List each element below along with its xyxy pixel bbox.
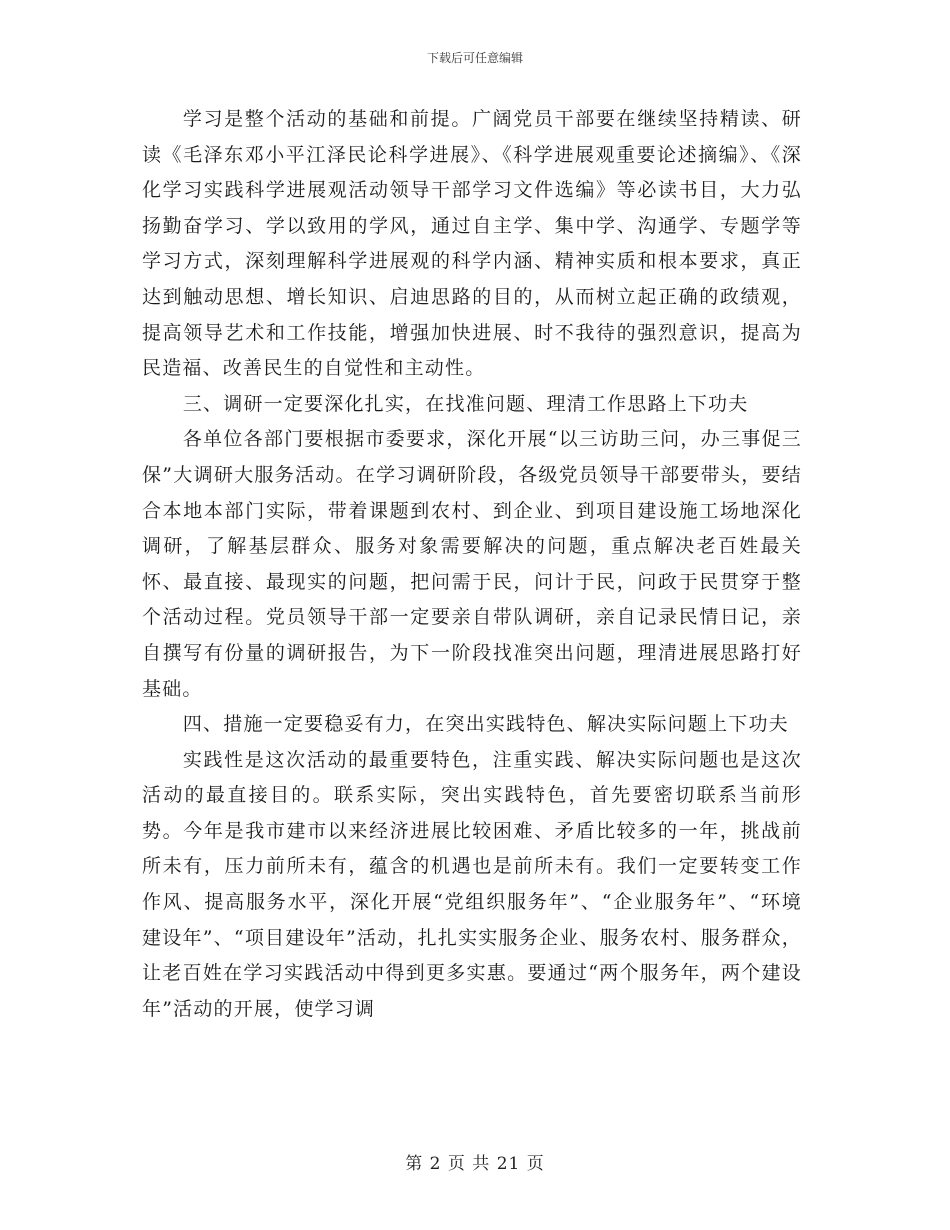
document-body — [142, 102, 802, 1027]
section-heading-measures: 四、措施一定要稳妥有力，在突出实践特色、解决实际问题上下功夫 — [182, 713, 789, 736]
paragraph-practice: 实践性是这次活动的最重要特色，注重实践、解决实际问题也是这次活动的最直接目的。联系实际，突出实践特色，首先要密切联系当前形势。今年是我市建市以来经济进展比较困难、矛盾比较多的一年，挑战前所未有，压力前所未有，蕴含的机遇也是前所未有。我们一定要转变工作作风、提高服务水平，深化开展“党组织服务年”、“企业服务年”、“环境建设年”、“项目建设年”活动，扎扎实实服务企业、服务农村、服务群众，让老百姓在学习实践活动中得到更多实惠。要通过“两个服务年，两个建设年”活动的开展，使学习调 — [142, 748, 802, 1020]
page-header: 下载后可任意编辑 — [426, 51, 523, 65]
paragraph-study: 学习是整个活动的基础和前提。广阔党员干部要在继续坚持精读、研读《毛泽东邓小平江泽民论科学进展》、《科学进展观重要论述摘编》、《深化学习实践科学进展观活动领导干部学习文件选编》等必读书目，大力弘扬勤奋学习、学以致用的学风，通过自主学、集中学、沟通学、专题学等学习方式，深刻理解科学进展观的科学内涵、精神实质和根本要求，真正达到触动思想、增长知识、启迪思路的目的，从而树立起正确的政绩观，提高领导艺术和工作技能，增强加快进展、时不我待的强烈意识，提高为民造福、改善民生的自觉性和主动性。 — [142, 108, 802, 380]
paragraph-research: 各单位各部门要根据市委要求，深化开展“以三访助三问，办三事促三保”大调研大服务活动。在学习调研阶段，各级党员领导干部要带头，要结合本地本部门实际，带着课题到农村、到企业、到项目建设施工场地深化调研，了解基层群众、服务对象需要解决的问题，重点解决老百姓最关怀、最直接、最现实的问题，把问需于民，问计于民，问政于民贯穿于整个活动过程。党员领导干部一定要亲自带队调研，亲自记录民情日记，亲自撰写有份量的调研报告，为下一阶段找准突出问题，理清进展思路打好基础。 — [142, 428, 802, 700]
page-number-footer: 第 2 页 共 21 页 — [405, 1154, 545, 1174]
section-heading-research: 三、调研一定要深化扎实，在找准问题、理清工作思路上下功夫 — [182, 392, 749, 415]
